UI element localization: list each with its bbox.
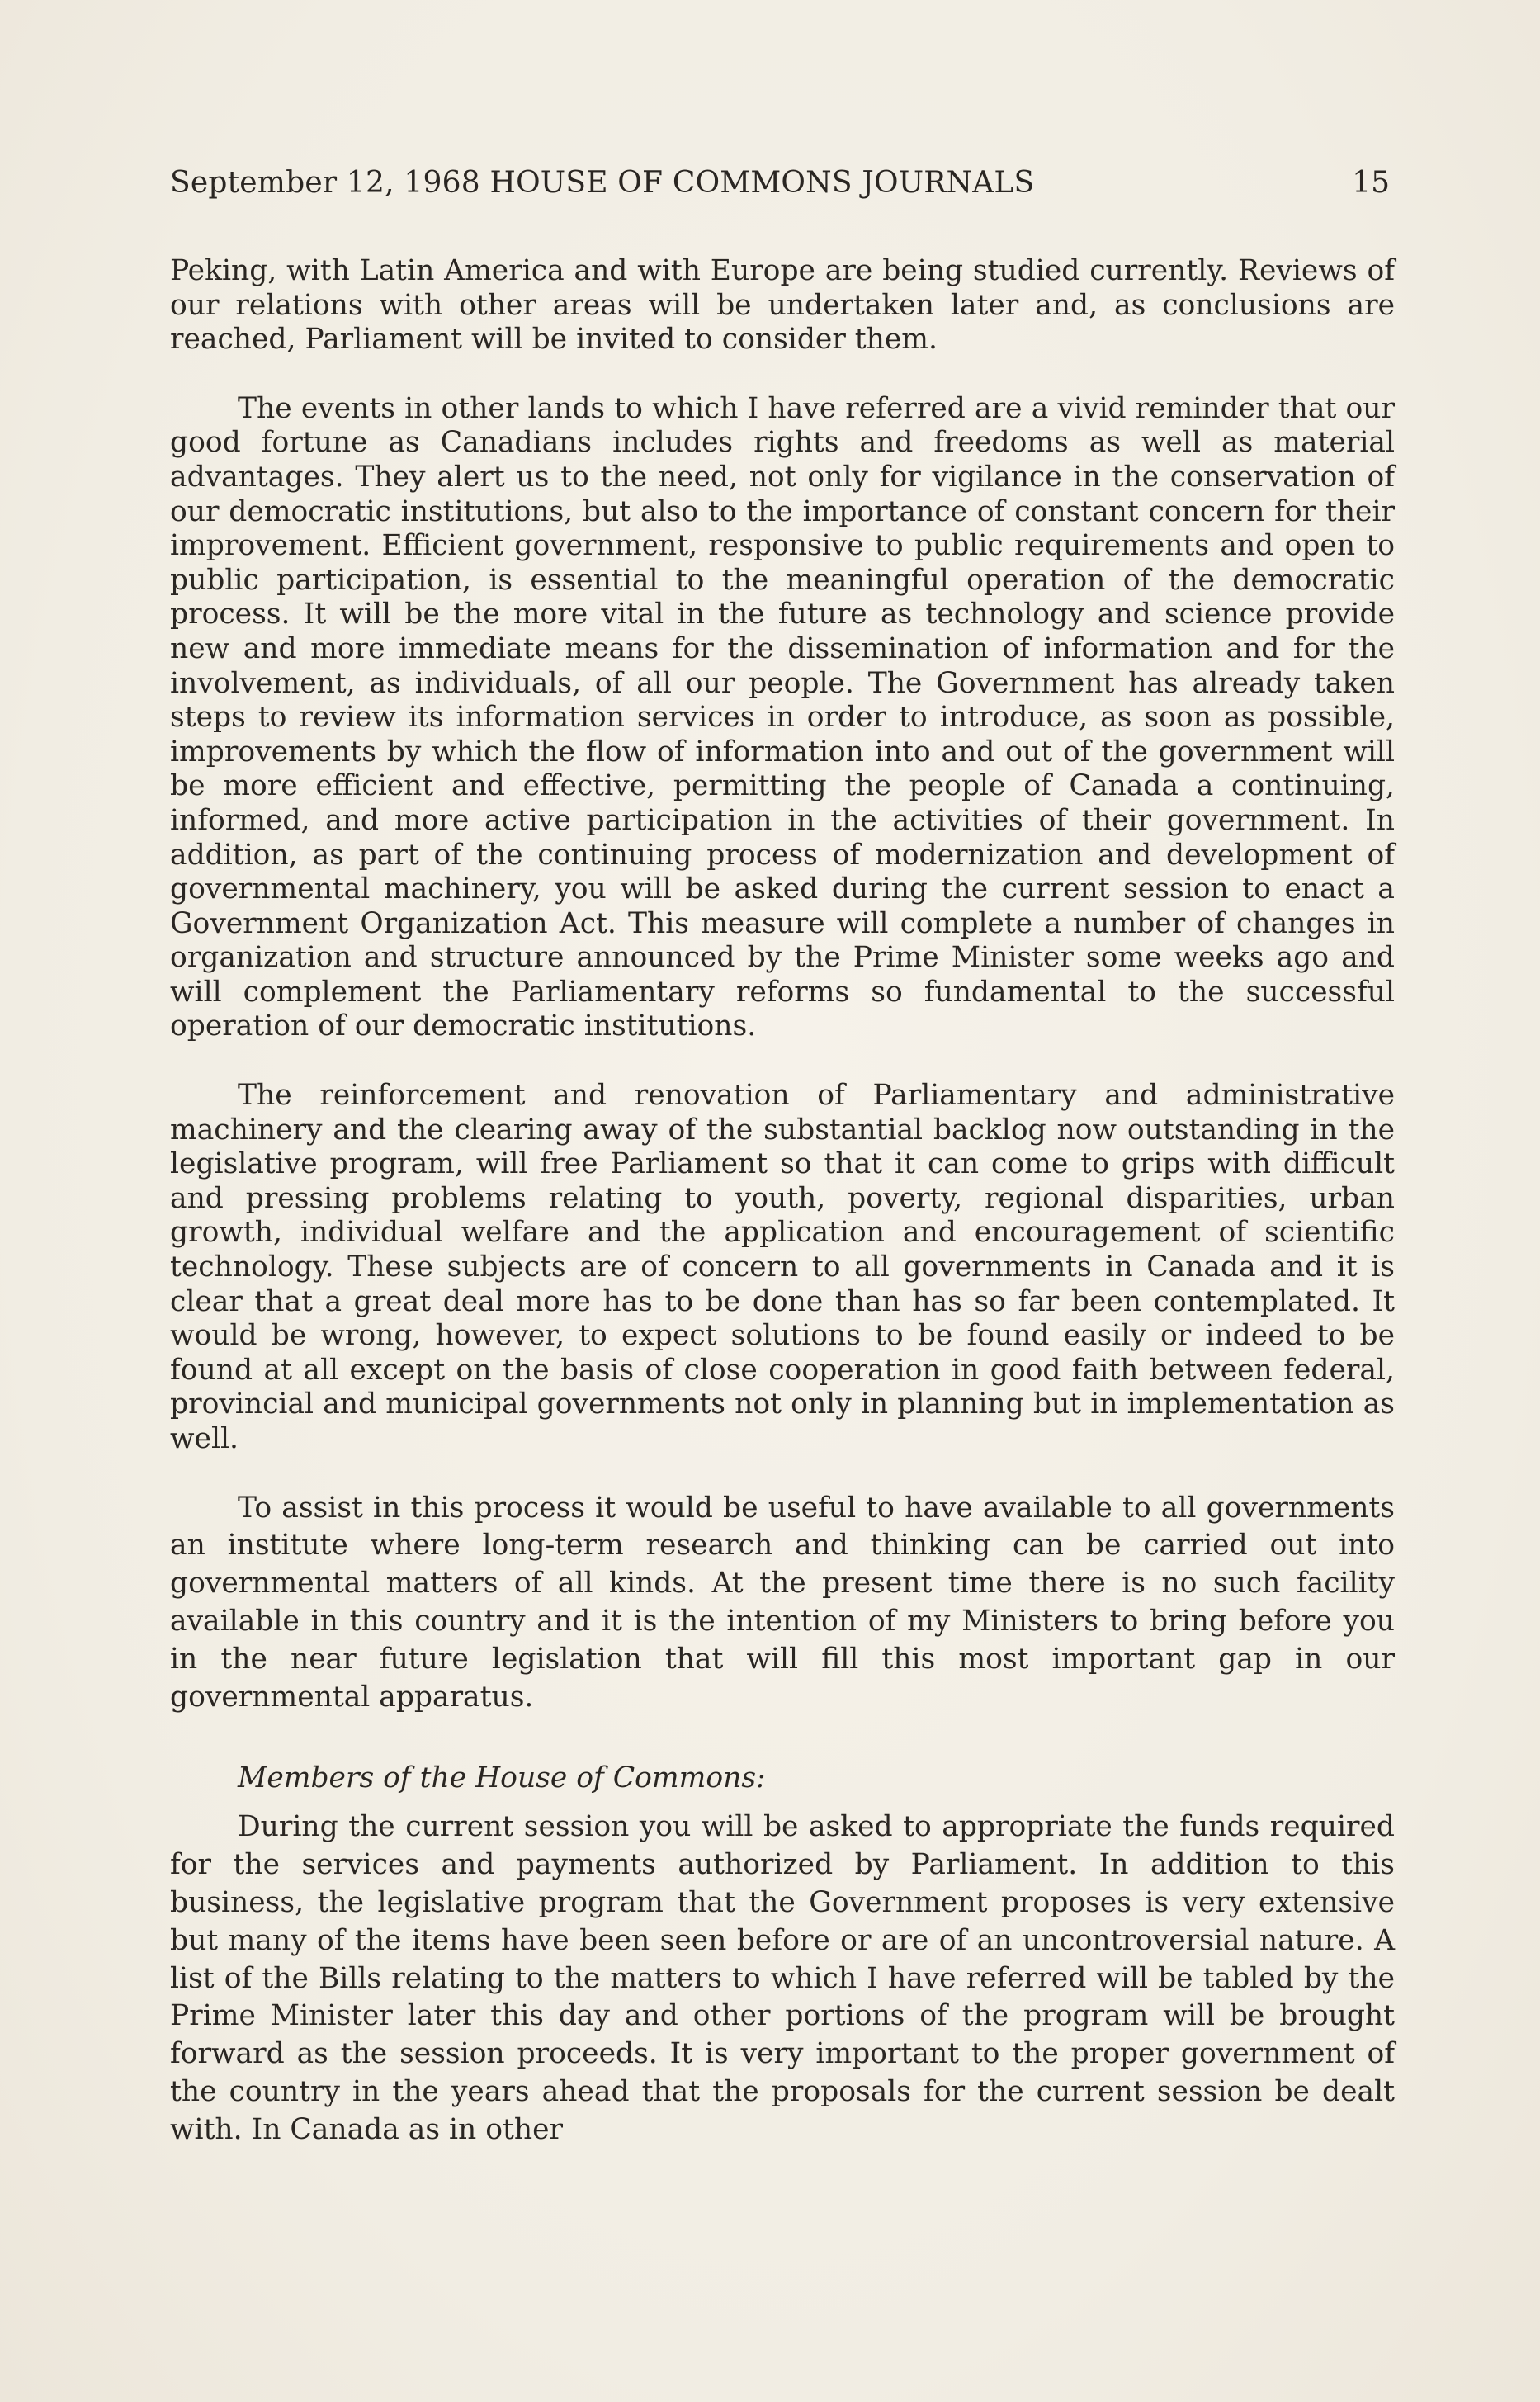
page-number: 15: [1352, 166, 1390, 200]
section-heading: Members of the House of Commons:: [238, 1761, 766, 1795]
paragraph-1: Peking, with Latin America and with Europe are being studied currently. Reviews of our relations with other areas will be undertaken later and, as conclusions are reached, Parliament will be invited to consider them.: [170, 254, 1395, 357]
paragraph-2: The events in other lands to which I have referred are a vivid reminder that our good fortune as Canadians includes rights and freedoms as well as material advantages. They alert us to the need, not only for vigilance in the conservation of our democratic institutions, but also to the importance of constant concern for their improvement. Efficient government, responsive to public requirements and open to public participation, is essential to the meaningful operation of the democratic process. It will be the more vital in the future as technology and science provide new and more immediate means for the dissemination of information and for the involvement, as individuals, of all our people. The Government has already taken steps to review its information services in order to introduce, as soon as possible, improvements by which the flow of information into and out of the government will be more efficient and effective, permitting the people of Canada a continuing, informed, and more active participation in the activities of their government. In addition, as part of the continuing process of modernization and development of governmental machinery, you will be asked during the current session to enact a Government Organization Act. This measure will complete a number of changes in organization and structure announced by the Prime Minister some weeks ago and will complement the Parliamentary reforms so fundamental to the successful operation of our democratic institutions.: [170, 391, 1395, 1043]
paragraph-5: During the current session you will be asked to appropriate the funds required for the services and payments authorized by Parliament. In addition to this business, the legislative program that the Government proposes is very extensive but many of the items have been seen before or are of an uncontroversial nature. A list of the Bills relating to the matters to which I have referred will be tabled by the Prime Minister later this day and other portions of the program will be brought forward as the session proceeds. It is very important to the proper government of the country in the years ahead that the proposals for the current session be dealt with. In Canada as in other: [170, 1810, 1395, 2146]
paragraph-3: The reinforcement and renovation of Parliamentary and administrative machinery and the clearing away of the substantial backlog now outstanding in the legislative program, will free Parliament so that it can come to grips with difficult and pressing problems relating to youth, poverty, regional disparities, urban growth, individual welfare and the application and encouragement of scientific technology. These subjects are of concern to all governments in Canada and it is clear that a great deal more has to be done than has so far been contemplated. It would be wrong, however, to expect solutions to be found easily or indeed to be found at all except on the basis of close cooperation in good faith between federal, provincial and municipal governments not only in planning but in implementation as well.: [170, 1079, 1395, 1455]
running-header: September 12, 1968 HOUSE OF COMMONS JOURNALS: [170, 166, 1035, 200]
page-body: [170, 254, 1395, 2149]
paragraph-4: To assist in this process it would be useful to have available to all governments an institute where long-term research and thinking can be carried out into governmental matters of all kinds. At the present time there is no such facility available in this country and it is the intention of my Ministers to bring before you in the near future legislation that will fill this most important gap in our governmental apparatus.: [170, 1491, 1395, 1714]
page-header: [170, 163, 1390, 203]
